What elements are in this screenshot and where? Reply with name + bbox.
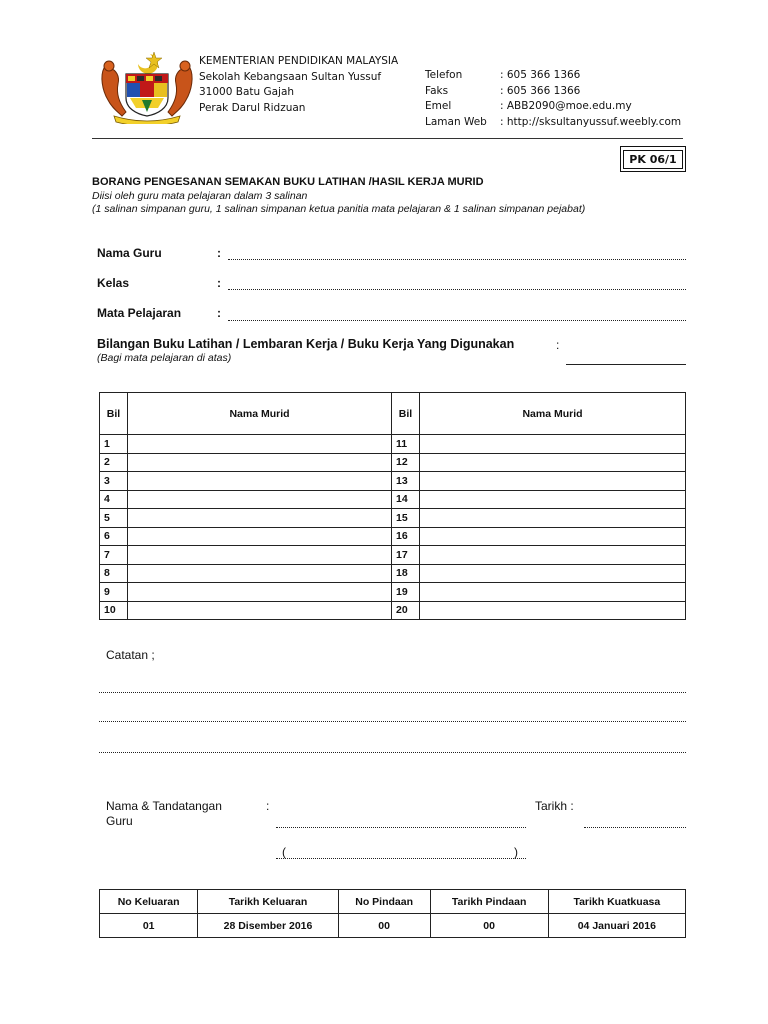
paren-open: ( — [282, 845, 286, 859]
colon: : — [217, 276, 221, 290]
signature-label-line: Guru — [106, 814, 133, 828]
contact-label: Faks — [425, 84, 449, 97]
name-cell[interactable] — [420, 490, 686, 509]
contact-row-fax — [425, 84, 681, 100]
name-cell[interactable] — [128, 472, 392, 491]
table-header-row — [100, 393, 686, 435]
issue-table — [99, 889, 686, 938]
student-table — [99, 392, 686, 620]
table-row — [100, 527, 686, 546]
bil-cell: 16 — [392, 527, 420, 546]
tarikh-pindaan-header: Tarikh Pindaan — [430, 890, 548, 914]
bil-cell: 12 — [392, 453, 420, 472]
org-line: 31000 Batu Gajah — [199, 86, 295, 98]
nama-guru-label: Nama Guru — [97, 246, 162, 260]
table-row — [100, 490, 686, 509]
kelas-field[interactable] — [228, 289, 686, 290]
signature-label-line: Nama & Tandatangan — [106, 799, 222, 813]
mata-pelajaran-field[interactable] — [228, 320, 686, 321]
contact-row-phone — [425, 68, 681, 84]
colon: : — [217, 306, 221, 320]
table-row — [100, 453, 686, 472]
table-row — [100, 564, 686, 583]
colon: : — [556, 338, 560, 352]
name-cell[interactable] — [420, 527, 686, 546]
table-row — [100, 509, 686, 528]
bil-cell: 11 — [392, 435, 420, 454]
bil-cell: 17 — [392, 546, 420, 565]
catatan-line[interactable] — [99, 721, 686, 722]
name-cell[interactable] — [420, 564, 686, 583]
signature-field[interactable] — [276, 827, 526, 828]
bil-cell: 14 — [392, 490, 420, 509]
no-keluaran-value: 01 — [100, 914, 198, 938]
contact-row-email — [425, 99, 681, 115]
org-line: Sekolah Kebangsaan Sultan Yussuf — [199, 70, 382, 83]
nama-murid-header: Nama Murid — [128, 393, 392, 435]
bil-cell: 3 — [100, 472, 128, 491]
name-cell[interactable] — [420, 546, 686, 565]
form-copies-note: (1 salinan simpanan guru, 1 salinan simpanan ketua panitia mata pelajaran & 1 salinan simpanan pejabat) — [92, 203, 586, 215]
org-line: Perak Darul Ridzuan — [199, 101, 306, 114]
name-cell[interactable] — [128, 490, 392, 509]
bil-cell: 1 — [100, 435, 128, 454]
nama-guru-field[interactable] — [228, 259, 686, 260]
bil-cell: 19 — [392, 583, 420, 602]
table-header-row — [100, 890, 686, 914]
catatan-line[interactable] — [99, 752, 686, 753]
contact-label: Telefon — [425, 69, 463, 81]
name-cell[interactable] — [128, 435, 392, 454]
contact-value: : 605 366 1366 — [500, 84, 581, 97]
name-cell[interactable] — [420, 435, 686, 454]
contact-value: : http://sksultanyussuf.weebly.com — [500, 115, 682, 128]
tarikh-pindaan-value: 00 — [430, 914, 548, 938]
no-pindaan-header: No Pindaan — [338, 890, 430, 914]
table-row — [100, 601, 686, 620]
table-row — [100, 546, 686, 565]
tarikh-keluaran-value: 28 Disember 2016 — [198, 914, 338, 938]
bil-cell: 13 — [392, 472, 420, 491]
colon: : — [217, 246, 221, 260]
name-cell[interactable] — [128, 453, 392, 472]
bil-cell: 7 — [100, 546, 128, 565]
table-row — [100, 583, 686, 602]
name-cell[interactable] — [420, 601, 686, 620]
school-address-block — [199, 54, 398, 116]
contact-value: : 605 366 1366 — [500, 69, 581, 81]
contact-value: : ABB2090@moe.edu.my — [500, 100, 632, 112]
colon: : — [266, 799, 270, 813]
name-cell[interactable] — [128, 583, 392, 602]
name-cell[interactable] — [420, 509, 686, 528]
bil-cell: 15 — [392, 509, 420, 528]
catatan-line[interactable] — [99, 692, 686, 693]
bil-header: Bil — [100, 393, 128, 435]
bil-cell: 18 — [392, 564, 420, 583]
bil-cell: 5 — [100, 509, 128, 528]
form-code-box — [620, 146, 686, 172]
contact-row-website — [425, 115, 681, 131]
book-count-question: Bilangan Buku Latihan / Lembaran Kerja / Buku Kerja Yang Digunakan — [97, 337, 515, 351]
no-keluaran-header: No Keluaran — [100, 890, 198, 914]
tarikh-field[interactable] — [584, 827, 686, 828]
form-code: PK 06/1 — [623, 150, 682, 169]
header-divider — [92, 138, 683, 139]
bil-cell: 4 — [100, 490, 128, 509]
bil-cell: 20 — [392, 601, 420, 620]
name-cell[interactable] — [128, 509, 392, 528]
form-title: BORANG PENGESANAN SEMAKAN BUKU LATIHAN /HASIL KERJA MURID — [92, 176, 484, 188]
nama-murid-header: Nama Murid — [420, 393, 686, 435]
no-pindaan-value: 00 — [338, 914, 430, 938]
table-row — [100, 472, 686, 491]
signature-label — [106, 799, 222, 829]
bil-cell: 10 — [100, 601, 128, 620]
name-cell[interactable] — [420, 583, 686, 602]
tarikh-kuatkuasa-value: 04 Januari 2016 — [548, 914, 685, 938]
tarikh-kuatkuasa-header: Tarikh Kuatkuasa — [548, 890, 685, 914]
coat-of-arms-logo — [98, 50, 196, 124]
contact-label: Emel — [425, 100, 452, 112]
bil-cell: 2 — [100, 453, 128, 472]
table-row — [100, 435, 686, 454]
catatan-label: Catatan ; — [106, 648, 155, 662]
mata-pelajaran-label: Mata Pelajaran — [97, 306, 182, 320]
table-row — [100, 914, 686, 938]
org-line: KEMENTERIAN PENDIDIKAN MALAYSIA — [199, 55, 399, 67]
name-cell[interactable] — [128, 601, 392, 620]
kelas-label: Kelas — [97, 276, 130, 290]
bil-header: Bil — [392, 393, 420, 435]
name-cell[interactable] — [128, 564, 392, 583]
name-cell[interactable] — [420, 472, 686, 491]
name-cell[interactable] — [420, 453, 686, 472]
book-count-note: (Bagi mata pelajaran di atas) — [97, 352, 232, 364]
contact-block — [425, 68, 681, 130]
paren-close: ) — [514, 845, 518, 859]
tarikh-keluaran-header: Tarikh Keluaran — [198, 890, 338, 914]
tarikh-label: Tarikh : — [535, 799, 574, 813]
book-count-field[interactable] — [566, 364, 686, 365]
bil-cell: 8 — [100, 564, 128, 583]
name-field[interactable] — [276, 858, 526, 859]
name-cell[interactable] — [128, 546, 392, 565]
bil-cell: 9 — [100, 583, 128, 602]
form-instruction: Diisi oleh guru mata pelajaran dalam 3 salinan — [92, 190, 308, 202]
name-cell[interactable] — [128, 527, 392, 546]
contact-label: Laman Web — [425, 115, 487, 128]
bil-cell: 6 — [100, 527, 128, 546]
